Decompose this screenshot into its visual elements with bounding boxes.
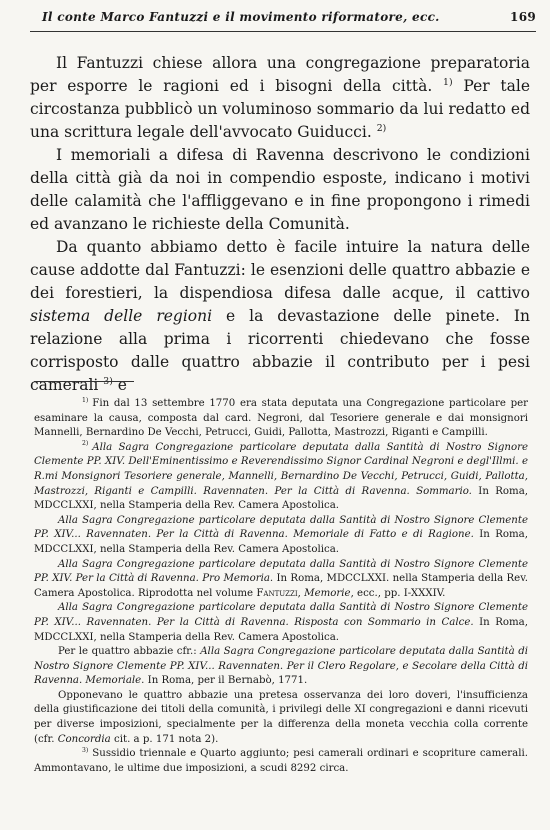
- footnote-3-citation: cit. a p. 171 nota 2).: [114, 733, 219, 745]
- footnote-2-imprint-c: In Roma, MDCCLXXI. nella Stamperia della Rev. Camera Apostolica. Riprodotta nel volume: [34, 573, 528, 599]
- paragraph-1-text-b: Per tale circostanza pubblicò un voluminoso sommario da lui redatto ed una scrittura legale dell'avvocato Guiducci.: [30, 77, 530, 141]
- paragraph-1: [30, 52, 530, 144]
- footnote-1: $^{1)}$ Fin dal 13 settembre 1770 era stata deputata una Congregazione particolare per esaminare la causa, composta dal card. Negroni, dal Tesoriere generale e dai monsignori Mannelli, Bernardino De Vecchi, Petrucci, Guidi, Pallotta, Mastrozzi, Riganti e Campilli.: [34, 396, 528, 439]
- footnote-2-title-b: Alla Sagra Congregazione particolare deputata dalla Santità di Nostro Signore Clemente PP. XIV... Ravennaten. Per la Città di Ravenna. Memoriale di Fatto e di Ragione.: [34, 514, 528, 541]
- footnote-4-text: Sussidio triennale e Quarto aggiunto; pesi camerali ordinari e scopriture camerali. Ammontavano, le ultime due imposizioni, a scudi 8292 circa.: [34, 748, 528, 774]
- footnote-2-title-d: Alla Sagra Congregazione particolare deputata dalla Santità di Nostro Signore Clemente PP. XIV... Ravennaten. Per la Città di Ravenna. Risposta con Sommario in Calce.: [34, 602, 528, 628]
- running-header: [42, 10, 536, 24]
- header-rule: [30, 31, 536, 32]
- footnote-2-author: Fantuzzi: [256, 587, 298, 599]
- footnote-2-title-c: Alla Sagra Congregazione particolare deputata dalla Santità di Nostro Signore Clemente PP. XIV. Per la Città di Ravenna. Pro Memoria.: [34, 558, 528, 585]
- footnote-2-memorie: Memorie: [304, 587, 351, 599]
- paragraph-3-text-a: Da quanto abbiamo detto è facile intuire la natura delle cause addotte dal Fantuzzi: le esenzioni delle quattro abbazie e dei forestieri, la dispendiosa difesa dalle acque, il cattivo: [30, 238, 530, 302]
- footnote-3-body: Opponevano le quattro abbazie una pretesa osservanza dei loro doveri, l'insufficienza della giustificazione dei titoli della comunità, i privilegi delle XI congregazioni e danni ricevuti per diverse imposizioni, specialmente per la differenza della moneta vecchia colla corrente (cfr.: [34, 689, 528, 745]
- main-text: [30, 52, 530, 397]
- footnote-3-intro: [34, 645, 528, 689]
- footnote-2-imprint-a: In Roma, MDCCLXXI, nella Stamperia della Rev. Camera Apostolica.: [34, 485, 529, 512]
- footnote-2: $^{2)}$ Alla Sagra Congregazione particolare deputata dalla Santità di Nostro Signore Clemente PP. XIV. Dell'Eminentissimo e Reverendissimo Signor Cardinal Negroni e degl'Illmi. e R.mi Monsignori Tesoriere generale, Mannelli, Bernardino De Vecchi, Petrucci, Guidi, Pallotta, Mastrozzi, Riganti e Campilli. Ravennaten. Per la Città di Ravenna. Sommario. In Roma, MDCCLXXI, nella Stamperia della Rev. Camera Apostolica.: [34, 440, 529, 512]
- footnotes: [34, 397, 528, 776]
- paragraph-1-text-a: Il Fantuzzi chiese allora una congregazione preparatoria per esporre le ragioni ed i bisogni della città.: [30, 54, 530, 95]
- footnote-2-d: [34, 601, 528, 645]
- footnote-3-title: Alla Sagra Congregazione particolare deputata dalla Santità di Nostro Signore Clemente PP. XIV... Ravennaten. Per il Clero Regolare, e Secolare della Città di Ravenna. Memoriale.: [34, 646, 528, 687]
- footnote-2-title-a: Alla Sagra Congregazione particolare deputata dalla Santità di Nostro Signore Clemente PP. XIV. Dell'Eminentissimo e Reverendissimo Signor Cardinal Negroni e degl'Illmi. e R.mi Monsignori Tesoriere generale, Mannelli, Bernardino De Vecchi, Petrucci, Guidi, Pallotta, Mastrozzi, Riganti e Campilli. Ravennaten. Per la Città di Ravenna. Sommario.: [34, 441, 528, 497]
- footnote-1-text: Fin dal 13 settembre 1770 era stata deputata una Congregazione particolare per esaminare la causa, composta dal card. Negroni, dal Tesoriere generale e dai monsignori Mannelli, Bernardino De Vecchi, Petrucci, Guidi, Pallotta, Mastrozzi, Riganti e Campilli.: [34, 398, 528, 439]
- paragraph-3-italic: sistema delle regioni: [30, 307, 213, 325]
- paragraph-3-text-b: e la devastazione delle pinete. In relazione alla prima i ricorrenti chiedevano che fosse corrisposto dalle quattro abbazie il contributo per i pesi camerali: [30, 307, 530, 394]
- footnote-3-imprint: In Roma, per il Bernabò, 1771.: [147, 675, 308, 687]
- footnote-3-text: [34, 689, 528, 747]
- footnote-3-concordia: Concordia: [57, 733, 111, 745]
- footnote-ref-2: 2): [376, 122, 387, 134]
- footnote-2-pages: , ecc., pp. I-XXXIV.: [350, 587, 446, 599]
- paragraph-3-text-c: e: [117, 376, 127, 394]
- paragraph-2: I memoriali a difesa di Ravenna descrivono le condizioni della città già da noi in compendio esposte, indicano i motivi delle calamità che l'affliggevano e in fine propongono i rimedi ed avanzano le richieste della Comunità.: [30, 146, 530, 233]
- footnote-2-b: [34, 514, 528, 558]
- footnote-2-imprint-b: In Roma, MDCCLXXI, nella Stamperia della Rev. Camera Apostolica.: [34, 529, 528, 555]
- footnote-3-lead: Per le quattro abbazie cfr.:: [58, 646, 197, 658]
- footnote-2-c: [34, 558, 528, 602]
- footnote-4: $^{3)}$ Sussidio triennale e Quarto aggiunto; pesi camerali ordinari e scopriture camerali. Ammontavano, le ultime due imposizioni, a scudi 8292 circa.: [34, 746, 528, 774]
- footnote-2-imprint-d: In Roma, MDCCLXXI, nella Stamperia della Rev. Camera Apostolica.: [34, 616, 528, 643]
- page-number: 169: [510, 10, 536, 24]
- paragraph-3: [30, 236, 530, 397]
- footnote-ref-1: 1): [443, 76, 453, 88]
- footnote-ref-3: 3): [103, 375, 113, 387]
- footnote-separator: [34, 381, 134, 382]
- footnote-2-comma: ,: [297, 587, 301, 599]
- running-title: Il conte Marco Fantuzzi e il movimento riformatore, ecc.: [42, 10, 440, 24]
